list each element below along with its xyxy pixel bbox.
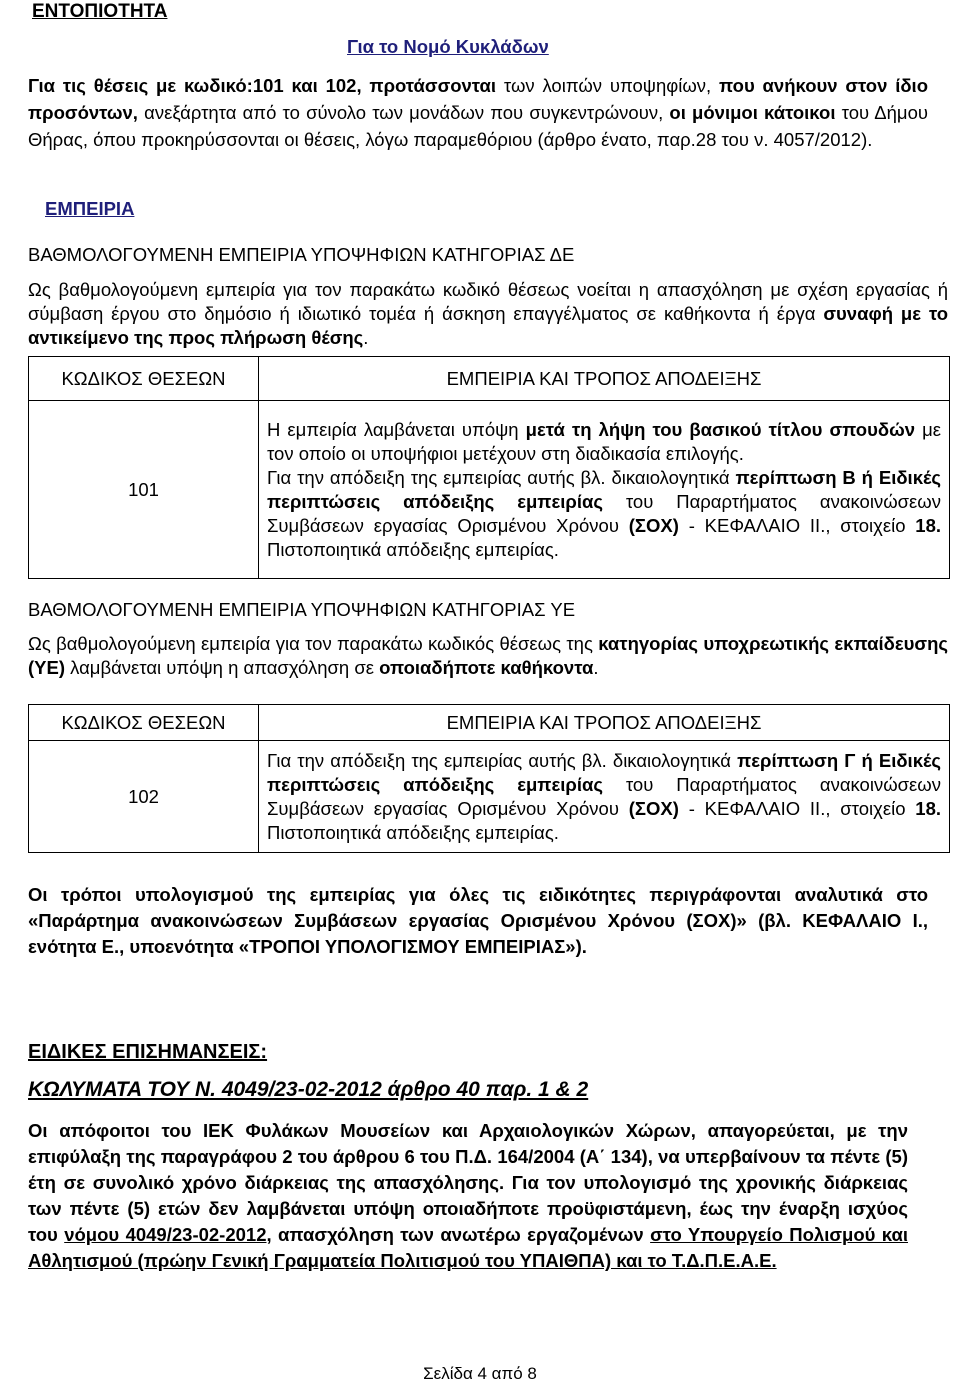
de-r6: του Παραρτήματος ανακοινώσεων Συμβάσεων εργασίας Ορισμένου Χρόνου [267,490,941,536]
special-remarks-title: ΕΙΔΙΚΕΣ ΕΠΙΣΗΜΑΝΣΕΙΣ: [28,1041,268,1063]
ye-r1: Για την απόδειξη της εμπειρίας αυτής βλ. δικαιολογητικά [267,749,738,771]
de-r8: - ΚΕΦΑΛΑΙΟ ΙΙ., στοιχείο [678,514,916,536]
de-code: 101 [29,401,259,579]
page-footer: Σελίδα 4 από 8 [423,1364,537,1383]
ye-paragraph [28,632,948,680]
experience-title: ΕΜΠΕΙΡΙΑ [45,198,135,219]
ye-r3: του Παραρτήματος ανακοινώσεων Συμβάσεων εργασίας Ορισμένου Χρόνου [267,773,941,819]
section-title-entopiotita: ΕΝΤΟΠΙΟΤΗΤΑ [32,1,168,22]
entopiotita-p5: που ανήκουν στον ίδιο προσόντων, [28,75,928,123]
table-row [29,357,950,401]
ye-code: 102 [29,741,259,853]
ye-heading: ΒΑΘΜΟΛΟΓΟΥΜΕΝΗ ΕΜΠΕΙΡΙΑ ΥΠΟΨΗΦΙΩΝ ΚΑΤΗΓΟΡΙΑΣ ΥΕ [28,599,576,620]
de-table [28,356,950,579]
table-row [29,401,950,579]
de-r7: (ΣΟΧ) [628,514,679,536]
ye-p2: κατηγορίας υποχρεωτικής εκπαίδευσης (ΥΕ) [28,633,948,678]
prefecture-heading: Για το Νομό Κυκλάδων [347,36,549,57]
ye-p4: οποιαδήποτε καθήκοντα [379,657,594,678]
calc-note: Οι τρόποι υπολογισμού της εμπειρίας για όλες τις ειδικότητες περιγράφονται αναλυτικά στο «Παράρτημα ανακοινώσεων Συμβάσεων εργασίας Ορισμένου Χρόνου (ΣΟΧ)» (βλ. ΚΕΦΑΛΑΙΟ Ι., ενότητα Ε., υποενότητα «ΤΡΟΠΟΙ ΥΠΟΛΟΓΙΣΜΟΥ ΕΜΠΕΙΡΙΑΣ»). [28,884,928,957]
ye-r4: (ΣΟΧ) [628,797,679,819]
de-p2: συναφή με το αντικείμενο της προς πλήρωση θέσης [28,303,948,348]
de-r2: μετά τη λήψη του βασικού τίτλου σπουδών [525,418,916,440]
law-p3: απασχόληση των ανωτέρω εργαζομένων [271,1224,651,1245]
ye-col-code: ΚΩΔΙΚΟΣ ΘΕΣΕΩΝ [29,705,259,741]
ye-p5: . [593,657,599,678]
entopiotita-codes: 101 και 102 [252,75,357,96]
table-row [29,705,950,741]
entopiotita-p3: , προτάσσονται [356,75,497,96]
ye-p3: λαμβάνεται υπόψη η απασχόληση σε [65,657,380,678]
law-title: ΚΩΛΥΜΑΤΑ ΤΟΥ Ν. 4049/23-02-2012 άρθρο 40 παρ. 1 & 2 [28,1078,589,1101]
de-heading: ΒΑΘΜΟΛΟΓΟΥΜΕΝΗ ΕΜΠΕΙΡΙΑ ΥΠΟΨΗΦΙΩΝ ΚΑΤΗΓΟΡΙΑΣ ΔΕ [28,244,575,265]
law-p4: στο Υπουργείο Πολισμού και Αθλητισμού (πρώην Γενική Γραμματεία Πολιτισμού του ΥΠΑΙΘΠΑ) και το Τ.Δ.Π.Ε.Α.Ε. [28,1224,908,1271]
de-r1: Η εμπειρία λαμβάνεται υπόψη [267,418,526,440]
de-paragraph [28,278,948,350]
de-r4: Για την απόδειξη της εμπειρίας αυτής βλ. δικαιολογητικά [267,466,736,488]
ye-r2: περίπτωση Γ ή Ειδικές περιπτώσεις απόδειξης εμπειρίας [267,749,941,795]
de-r9: 18. [915,514,941,536]
entopiotita-p4: των λοιπών υποψηφίων, [496,75,719,96]
entopiotita-p7: οι μόνιμοι κάτοικοι [669,102,836,123]
law-p2: νόμου 4049/23-02-2012, [64,1224,272,1245]
ye-r6: 18. [915,797,941,819]
ye-r5: - ΚΕΦΑΛΑΙΟ ΙΙ., στοιχείο [678,797,916,819]
ye-col-exp: ΕΜΠΕΙΡΙΑ ΚΑΙ ΤΡΟΠΟΣ ΑΠΟΔΕΙΞΗΣ [259,705,950,741]
de-experience-cell [259,401,950,579]
entopiotita-p8: του Δήμου Θήρας, όπου προκηρύσσονται οι θέσεις, λόγω παραμεθόριου (άρθρο ένατο, παρ.28 του ν. 4057/2012). [28,102,928,150]
ye-r7: Πιστοποιητικά απόδειξης εμπειρίας. [267,821,559,843]
de-r5: περίπτωση Β ή Ειδικές περιπτώσεις απόδειξης εμπειρίας [267,466,941,512]
law-paragraph [28,1118,908,1274]
ye-p1: Ως βαθμολογούμενη εμπειρία για τον παρακάτω κωδικός θέσεως της [28,633,599,654]
de-col-exp: ΕΜΠΕΙΡΙΑ ΚΑΙ ΤΡΟΠΟΣ ΑΠΟΔΕΙΞΗΣ [259,357,950,401]
entopiotita-p1: Για τις θέσεις με κωδικό: [28,75,253,96]
ye-experience-cell [259,741,950,853]
de-col-code: ΚΩΔΙΚΟΣ ΘΕΣΕΩΝ [29,357,259,401]
entopiotita-p6: ανεξάρτητα από το σύνολο των μονάδων που συγκεντρώνουν, [137,102,670,123]
table-row [29,741,950,853]
de-r10: Πιστοποιητικά απόδειξης εμπειρίας. [267,538,559,560]
de-p3: . [363,327,369,348]
de-r3: με τον οποίο οι υποψήφιοι μετέχουν στη διαδικασία επιλογής. [267,418,941,464]
law-p1: Οι απόφοιτοι του ΙΕΚ Φυλάκων Μουσείων και Αρχαιολογικών Χώρων, απαγορεύεται, με την επιφύλαξη της παραγράφου 2 του άρθρου 6 του Π.Δ. 164/2004 (Α΄ 134), να υπερβαίνουν τα πέντε (5) έτη σε συνολικό χρόνο διάρκειας της απασχόλησης. Για τον υπολογισμό της χρονικής διάρκειας των πέντε (5) ετών δεν λαμβάνεται υπόψη οποιαδήποτε προϋφιστάμενη, έως την έναρξη ισχύος του [28,1120,908,1245]
de-p1: Ως βαθμολογούμενη εμπειρία για τον παρακάτω κωδικό θέσεως νοείται η απασχόληση με σχέση εργασίας ή σύμβαση έργου στο δημόσιο ή ιδιωτικό τομέα ή άσκηση επαγγέλματος σε καθήκοντα ή έργα [28,279,948,324]
ye-table [28,704,950,853]
entopiotita-paragraph [28,72,928,153]
